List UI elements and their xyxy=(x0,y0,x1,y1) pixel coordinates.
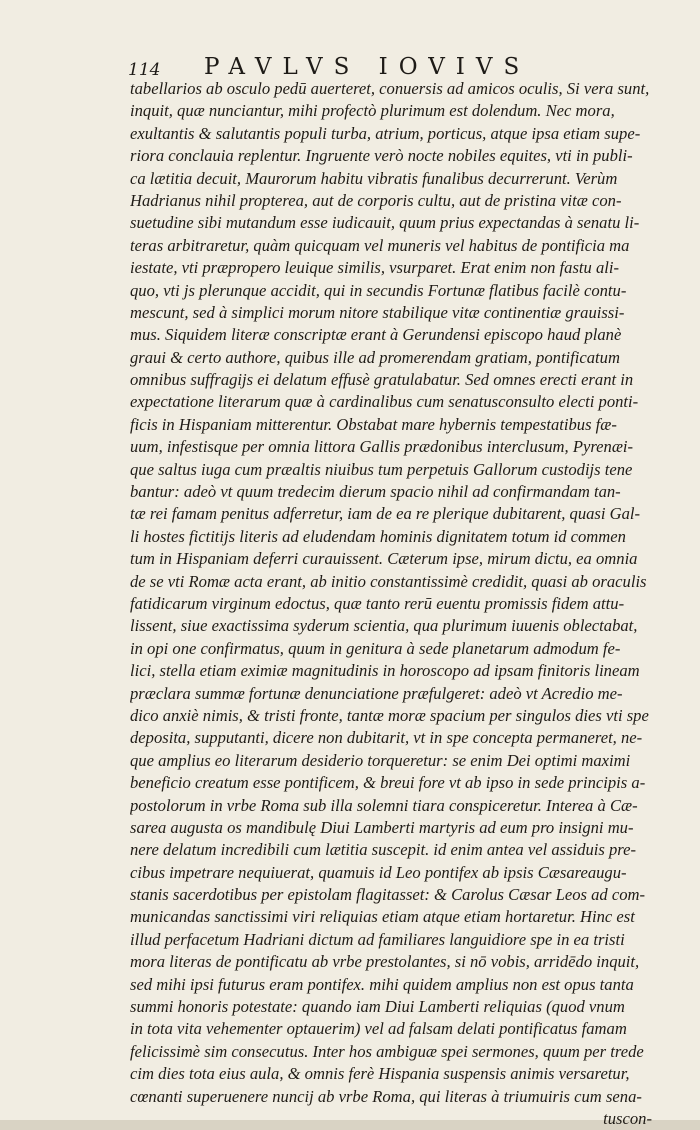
text-line: stanis sacerdotibus per epistolam flagitasset: & Carolus Cæsar Leos ad com- xyxy=(130,885,646,905)
text-line: lissent, siue exactissima syderum scientia, qua plurimum iuuenis oblectabat, xyxy=(130,616,638,636)
text-line: municandas sanctissimi viri reliquias etiam atque etiam hortaretur. Hinc est xyxy=(130,907,635,927)
text-line: mus. Siquidem literæ conscriptæ erant à Gerundensi episcopo haud planè xyxy=(130,325,622,345)
text-line: li hostes fictitijs literis ad eludendam hominis dignitatem totum id commen xyxy=(130,526,626,546)
text-line: beneficio creatum esse pontificem, & breui fore vt ab ipso in sede principis a- xyxy=(130,773,646,793)
text-line: exultantis & salutantis populi turba, atrium, porticus, atque ipsa etiam supe- xyxy=(130,123,641,143)
text-line: tæ rei famam penitus adferretur, iam de ea re plerique dubitarent, quasi Gal- xyxy=(130,504,641,524)
text-line: deposita, supputanti, dicere non dubitarit, vt in spe concepta permaneret, ne- xyxy=(130,728,643,748)
text-line: mescunt, sed à simplici morum nitore stabilique vitæ continentiæ grauissi- xyxy=(130,302,625,322)
text-line: illud perfacetum Hadriani dictum ad familiares languidiore spe in ea tristi xyxy=(130,929,625,949)
text-line: postolorum in vrbe Roma sub illa solemni tiara conspiceretur. Interea à Cæ- xyxy=(130,795,638,815)
running-title: PAVLVS IOVIVS xyxy=(204,54,531,80)
page-header xyxy=(120,54,600,80)
text-line: sarea augusta os mandibulę Diui Lamberti martyris ad eum pro insigni mu- xyxy=(130,817,634,837)
text-line: in tota vita vehementer optauerim) vel ad falsam delati pontificatus famam xyxy=(130,1019,627,1039)
text-line: uum, infestisque per omnia littora Gallis prædonibus interclusum, Pyrenæi- xyxy=(130,437,634,457)
text-line: lici, stella etiam eximiæ magnitudinis in horoscopo ad ipsam finitoris lineam xyxy=(130,661,640,681)
text-line: cim dies tota eius aula, & omnis ferè Hispania suspensis animis versaretur, xyxy=(130,1064,630,1084)
text-line: Hadrianus nihil propterea, aut de corporis cultu, aut de pristina vitæ con- xyxy=(130,190,622,210)
text-line: dico anxiè nimis, & tristi fronte, tantæ moræ spacium per singulos dies vti spe xyxy=(130,705,649,725)
text-line: teras arbitraretur, quàm quicquam vel muneris vel habitus de pontificia ma xyxy=(130,235,630,255)
catchword: tuscon- xyxy=(603,1108,652,1128)
text-line: expectatione literarum quæ à cardinalibus cum senatusconsulto electi ponti- xyxy=(130,392,639,412)
text-line: in opi one confirmatus, quum in genitura à sede planetarum admodum fe- xyxy=(130,638,621,658)
text-line: omnibus suffragijs ei delatum effusè gratulabatur. Sed omnes erecti erant in xyxy=(130,370,634,390)
text-line: bantur: adeò vt quum tredecim dierum spacio nihil ad confirmandam tan- xyxy=(130,482,621,502)
text-line: sed mihi ipsi futurus eram pontifex. mihi quidem amplius non est opus tanta xyxy=(130,974,634,994)
text-line: de se vti Romæ acta erant, ab initio constantissimè credidit, quasi ab oraculis xyxy=(130,571,647,591)
text-line: mora literas de pontificatu ab vrbe prestolantes, si nō vobis, arridēdo inquit, xyxy=(130,952,640,972)
text-line: quo, vti js plerunque accidit, qui in secundis Fortunæ flatibus facilè contu- xyxy=(130,280,627,300)
text-line: riora conclauia replentur. Ingruente verò nocte nobiles equites, vti in publi- xyxy=(130,146,633,166)
catchword-line xyxy=(130,1108,654,1130)
text-line: cibus impetrare nequiuerat, quamuis id Leo pontifex ab ipsis Cæsareaugu- xyxy=(130,862,627,882)
text-line: tum in Hispaniam deferri curauissent. Cæterum ipse, mirum dictu, ea omnia xyxy=(130,549,638,569)
text-line: fatidicarum virginum edoctus, quæ tanto rerū euentu promissis fidem attu- xyxy=(130,593,625,613)
text-line: nere delatum incredibili cum lætitia suscepit. id enim antea vel assiduis pre- xyxy=(130,840,637,860)
text-line: ca lætitia decuit, Maurorum habitu vibratis funalibus decurrerunt. Verùm xyxy=(130,168,618,188)
body-text xyxy=(130,78,654,1130)
text-line: felicissimè sim consecutus. Inter hos ambiguæ spei sermones, quum per trede xyxy=(130,1041,644,1061)
text-line: graui & certo authore, quibus ille ad promerendam gratiam, pontificatum xyxy=(130,347,620,367)
text-line: inquit, quæ nunciantur, mihi profectò plurimum est dolendum. Nec mora, xyxy=(130,101,615,121)
text-line: cœnanti superuenere nuncij ab vrbe Roma, qui literas à triumuiris cum sena- xyxy=(130,1086,642,1106)
text-line: ficis in Hispaniam mitterentur. Obstabat mare hybernis tempestatibus fæ- xyxy=(130,414,617,434)
text-line: que saltus iuga cum præaltis niuibus tum perpetuis Gallorum custodijs tene xyxy=(130,459,633,479)
text-line: tabellarios ab osculo pedū auerteret, conuersis ad amicos oculis, Si vera sunt, xyxy=(130,79,650,98)
text-line: iestate, vti præpropero leuique similis, vsurparet. Erat enim non fastu ali- xyxy=(130,258,620,278)
page-number: 114 xyxy=(128,60,161,80)
text-line: suetudine sibi mutandum esse iudicauit, quum prius expectandas à senatu li- xyxy=(130,213,640,233)
text-line: que amplius eo literarum desiderio torqueretur: se enim Dei optimi maximi xyxy=(130,750,631,770)
text-line: præclara summæ fortunæ denunciatione præfulgeret: adeò vt Acredio me- xyxy=(130,683,623,703)
text-line: summi honoris potestate: quando iam Diui Lamberti reliquias (quod vnum xyxy=(130,997,625,1017)
